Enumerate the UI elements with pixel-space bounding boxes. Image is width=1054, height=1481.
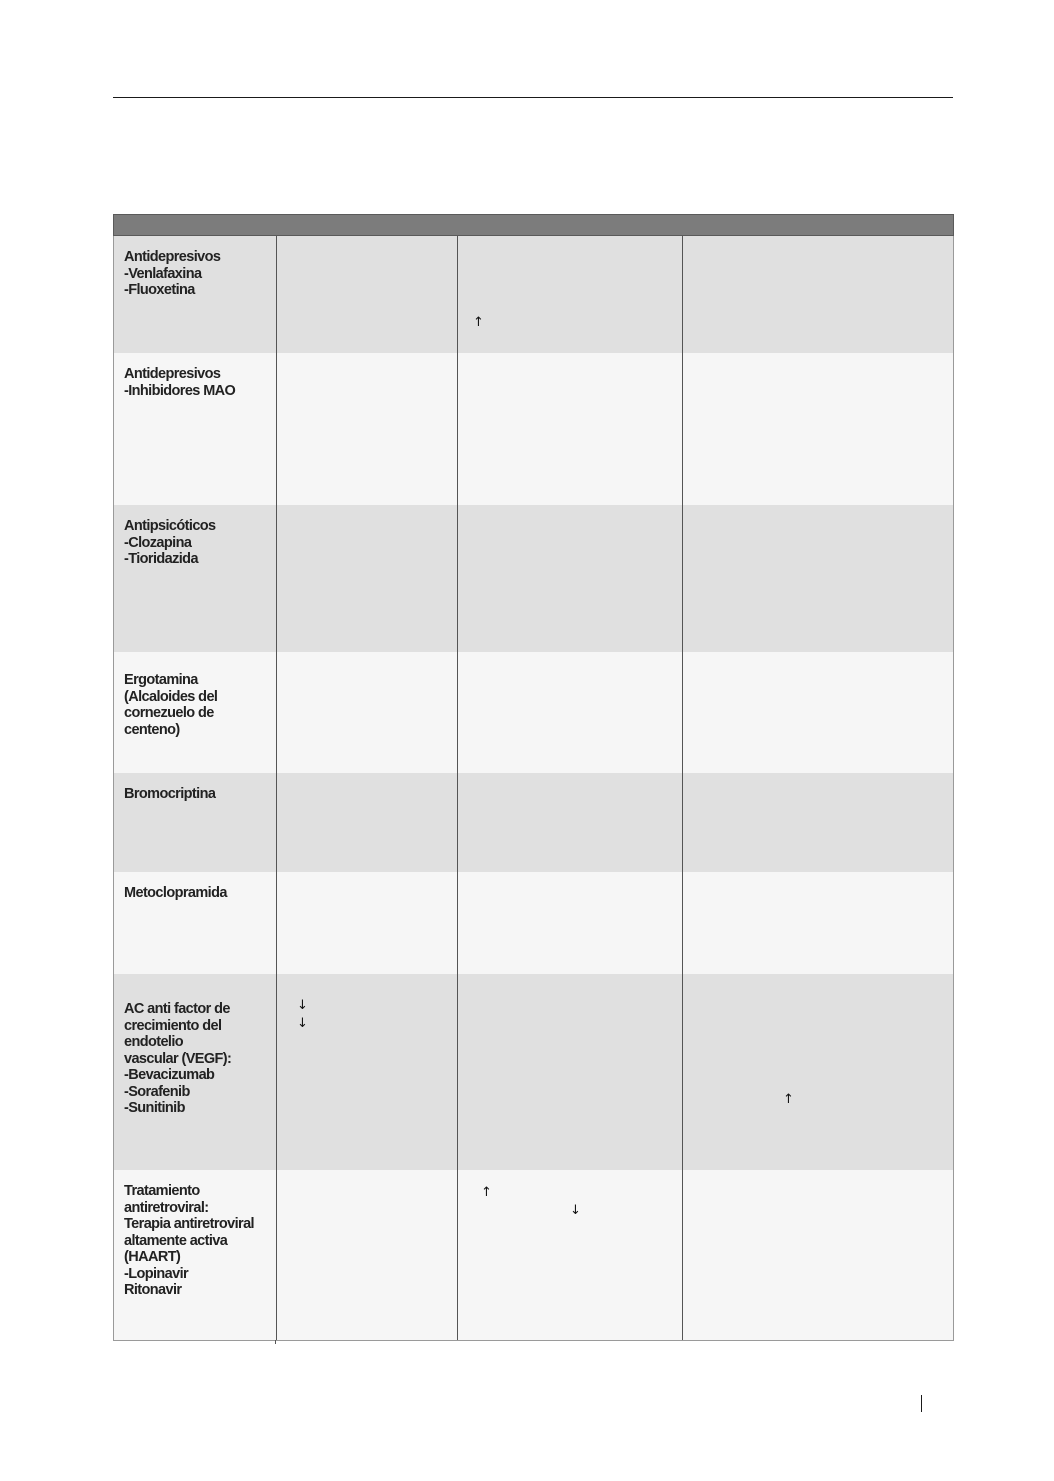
table-cell [457, 353, 682, 505]
table-cell [682, 1170, 953, 1340]
down-arrow-icon: ↓ [570, 1203, 581, 1218]
table-cell [457, 652, 682, 773]
table-row [114, 1170, 953, 1340]
table-cell [276, 505, 457, 652]
table-row [114, 652, 953, 773]
up-arrow-icon: ↑ [481, 1185, 492, 1200]
top-rule [113, 97, 953, 98]
table-cell [276, 652, 457, 773]
drug-cell [114, 1170, 276, 1340]
down-arrow-icon: ↓ [297, 1016, 308, 1031]
table-cell [457, 872, 682, 974]
table-cell [682, 505, 953, 652]
table-row [114, 236, 953, 353]
up-arrow-icon: ↑ [783, 1092, 794, 1107]
table-cell [682, 974, 953, 1170]
drug-cell [114, 872, 276, 974]
table-row [114, 872, 953, 974]
table-cell [682, 353, 953, 505]
drug-name: Bromocriptina [124, 786, 216, 802]
drug-name: Tratamiento antiretroviral: Terapia antiretroviral altamente activa (HAART) -Lopinavir Ritonavir [124, 1183, 254, 1298]
drug-name: AC anti factor de crecimiento del endotelio vascular (VEGF): -Bevacizumab -Sorafenib -Sunitinib [124, 1001, 232, 1116]
drug-name: Antipsicóticos -Clozapina -Tioridazida [124, 518, 216, 567]
table-cell [276, 236, 457, 353]
drug-cell [114, 236, 276, 353]
drug-cell [114, 353, 276, 505]
table-cell [276, 353, 457, 505]
drug-name: Ergotamina (Alcaloides del cornezuelo de centeno) [124, 672, 218, 738]
table-cell [457, 773, 682, 872]
table-cell [276, 773, 457, 872]
drug-name: Antidepresivos -Venlafaxina -Fluoxetina [124, 249, 221, 298]
table-cell [457, 236, 682, 353]
table-cell [682, 236, 953, 353]
table-cell [682, 652, 953, 773]
column-divider-stub [275, 1340, 276, 1344]
drug-cell [114, 652, 276, 773]
down-arrow-icon: ↓ [297, 998, 308, 1013]
table-row [114, 353, 953, 505]
table-cell [276, 1170, 457, 1340]
table-cell [457, 1170, 682, 1340]
table-cell [457, 505, 682, 652]
drug-cell [114, 505, 276, 652]
up-arrow-icon: ↑ [473, 315, 484, 330]
drug-name: Metoclopramida [124, 885, 227, 901]
drug-table [113, 214, 954, 1341]
table-row [114, 505, 953, 652]
table-cell [276, 974, 457, 1170]
table-row [114, 974, 953, 1170]
drug-cell [114, 974, 276, 1170]
table-cell [682, 773, 953, 872]
drug-name: Antidepresivos -Inhibidores MAO [124, 366, 236, 399]
table-cell [276, 872, 457, 974]
table-cell [457, 974, 682, 1170]
page-number-divider [921, 1395, 922, 1412]
drug-cell [114, 773, 276, 872]
table-header-bar [113, 214, 954, 236]
table-cell [682, 872, 953, 974]
table-row [114, 773, 953, 872]
